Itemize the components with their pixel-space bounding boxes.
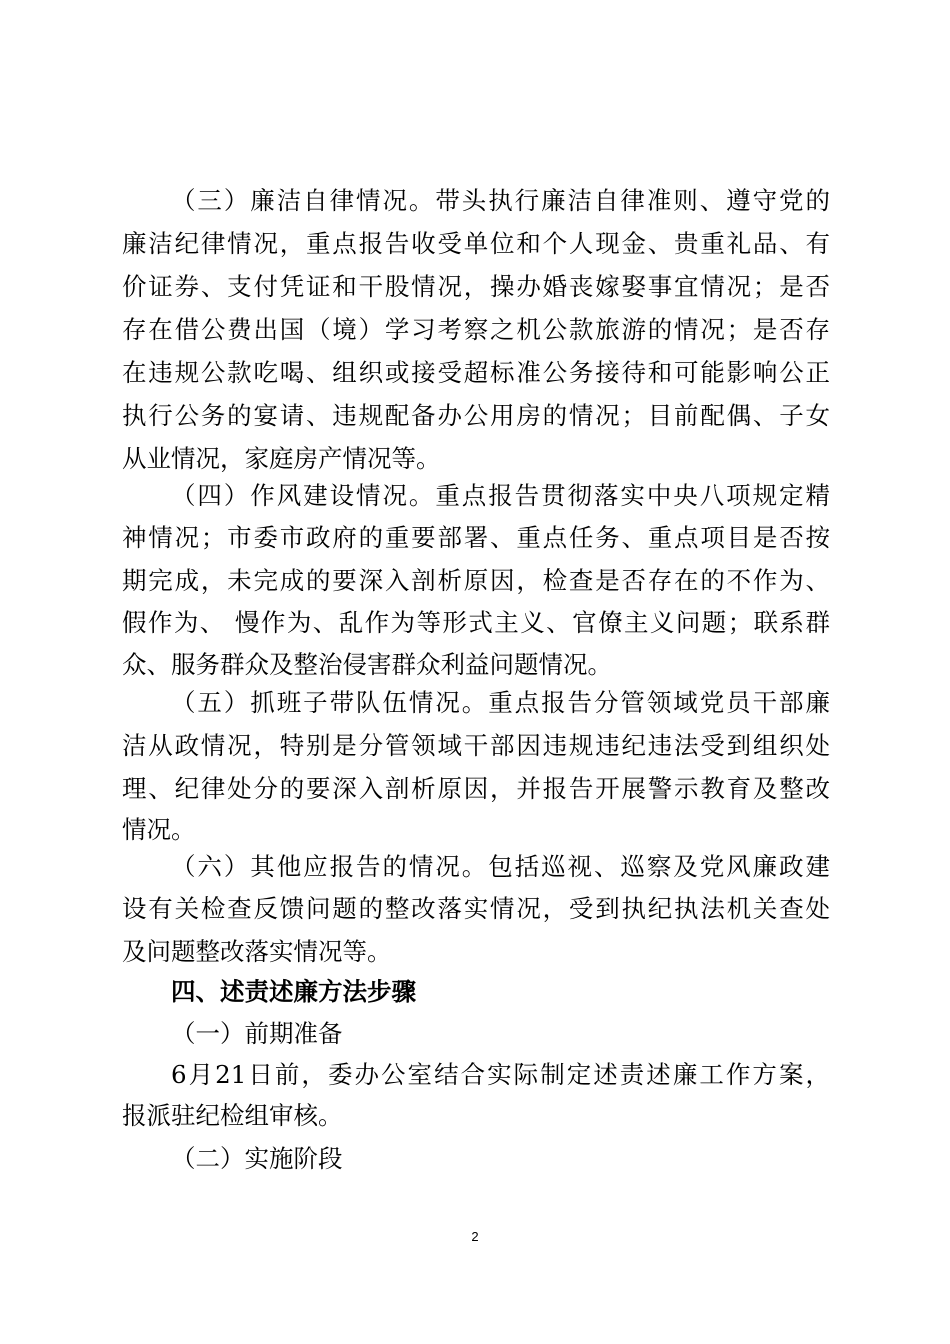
paragraph-6-line-2: 设有关检查反馈问题的整改落实情况，受到执纪执法机关查处 bbox=[122, 894, 830, 923]
paragraph-5-line-3: 理、纪律处分的要深入剖析原因，并报告开展警示教育及整改 bbox=[122, 774, 830, 803]
paragraph-3-line-5: 在违规公款吃喝、组织或接受超标准公务接待和可能影响公正 bbox=[122, 358, 830, 387]
paragraph-6-line-1: （六）其他应报告的情况。包括巡视、巡察及党风廉政建 bbox=[171, 852, 830, 881]
paragraph-6-line-3: 及问题整改落实情况等。 bbox=[122, 937, 392, 966]
paragraph-3-line-6: 执行公务的宴请、违规配备办公用房的情况；目前配偶、子女 bbox=[122, 401, 830, 430]
paragraph-3-line-4: 存在借公费出国（境）学习考察之机公款旅游的情况；是否存 bbox=[122, 315, 830, 344]
paragraph-3-line-7: 从业情况，家庭房产情况等。 bbox=[122, 444, 441, 473]
paragraph-3-line-2: 廉洁纪律情况，重点报告收受单位和个人现金、贵重礼品、有 bbox=[122, 229, 830, 258]
paragraph-4-line-1: （四）作风建设情况。重点报告贯彻落实中央八项规定精 bbox=[171, 481, 830, 510]
paragraph-3-line-1: （三）廉洁自律情况。带头执行廉洁自律准则、遵守党的 bbox=[171, 186, 830, 215]
page-number: 2 bbox=[471, 1229, 479, 1244]
paragraph-4-line-3: 期完成，未完成的要深入剖析原因，检查是否存在的不作为、 bbox=[122, 566, 830, 595]
paragraph-prep-line-2: 报派驻纪检组审核。 bbox=[122, 1101, 343, 1130]
paragraph-5-line-4: 情况。 bbox=[122, 815, 196, 844]
subsection-heading-2: （二）实施阶段 bbox=[171, 1144, 343, 1173]
section-heading-4: 四、述责述廉方法步骤 bbox=[171, 977, 416, 1006]
paragraph-5-line-1: （五）抓班子带队伍情况。重点报告分管领域党员干部廉 bbox=[171, 688, 830, 717]
paragraph-3-line-3: 价证券、支付凭证和干股情况，操办婚丧嫁娶事宜情况；是否 bbox=[122, 272, 830, 301]
subsection-heading-1: （一）前期准备 bbox=[171, 1019, 343, 1048]
paragraph-5-line-2: 洁从政情况，特别是分管领域干部因违规违纪违法受到组织处 bbox=[122, 731, 830, 760]
paragraph-4-line-4: 假作为、 慢作为、乱作为等形式主义、官僚主义问题；联系群 bbox=[122, 608, 830, 637]
paragraph-4-line-2: 神情况；市委市政府的重要部署、重点任务、重点项目是否按 bbox=[122, 523, 830, 552]
paragraph-4-line-5: 众、服务群众及整治侵害群众利益问题情况。 bbox=[122, 650, 612, 679]
paragraph-prep-line-1: 6月21日前，委办公室结合实际制定述责述廉工作方案， bbox=[171, 1060, 830, 1089]
